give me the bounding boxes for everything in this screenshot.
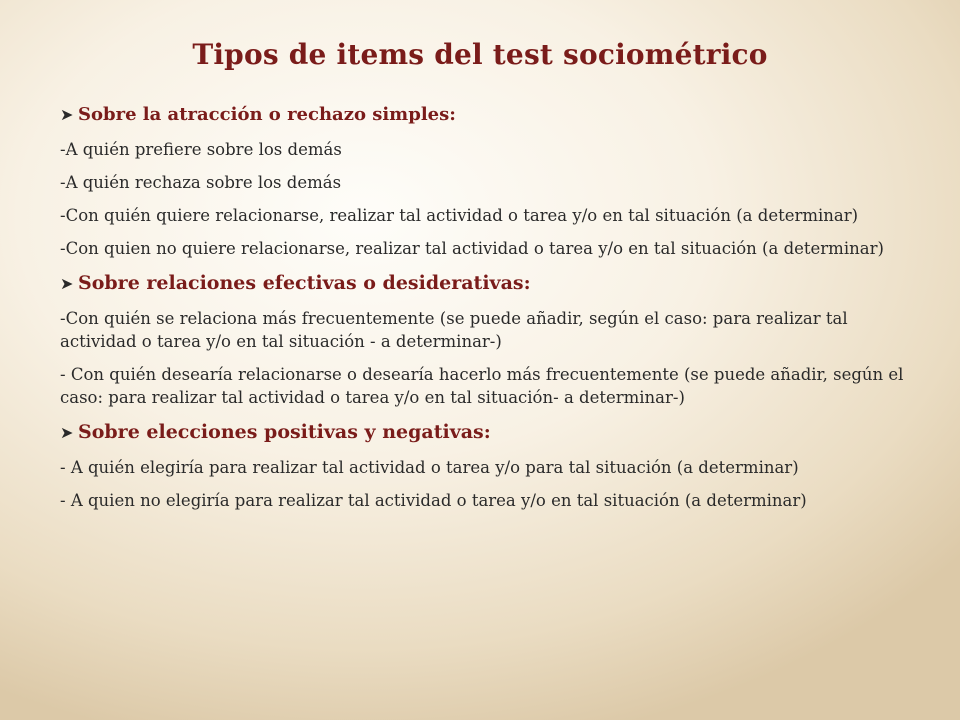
list-item: - A quien no elegiría para realizar tal actividad o tarea y/o en tal situación (a determinar) [60, 491, 807, 510]
list-item: -A quién rechaza sobre los demás [60, 173, 342, 192]
section-heading-text: Sobre la atracción o rechazo simples: [78, 104, 456, 125]
list-item: - A quién elegiría para realizar tal actividad o tarea y/o para tal situación (a determinar) [60, 458, 799, 477]
list-item: -Con quien no quiere relacionarse, realizar tal actividad o tarea y/o en tal situación (a determinar) [60, 239, 884, 258]
arrow-bullet-icon: ➤ [60, 423, 74, 442]
arrow-bullet-icon: ➤ [60, 105, 74, 124]
section-heading-text: Sobre elecciones positivas y negativas: [78, 421, 491, 443]
list-item: -Con quién quiere relacionarse, realizar tal actividad o tarea y/o en tal situación (a determinar) [60, 206, 859, 225]
slide-content [60, 102, 908, 522]
section-heading-text: Sobre relaciones efectivas o desiderativas: [78, 272, 531, 294]
section-positive-negative [60, 419, 908, 512]
list-item: -Con quién se relaciona más frecuentemente (se puede añadir, según el caso: para realizar tal actividad o tarea y/o en tal situación - a determinar-) [60, 309, 848, 351]
page-title: Tipos de items del test sociométrico [192, 38, 768, 71]
section-attraction-rejection [60, 102, 908, 260]
section-heading [60, 102, 908, 128]
list-item: - Con quién desearía relacionarse o desearía hacerlo más frecuentemente (se puede añadir, según el caso: para realizar tal actividad o tarea y/o en tal situación- a determinar-) [60, 365, 904, 407]
list-item: -A quién prefiere sobre los demás [60, 140, 342, 159]
arrow-bullet-icon: ➤ [60, 274, 74, 293]
section-heading [60, 419, 908, 446]
section-effective-desiderative [60, 270, 908, 409]
section-heading [60, 270, 908, 297]
